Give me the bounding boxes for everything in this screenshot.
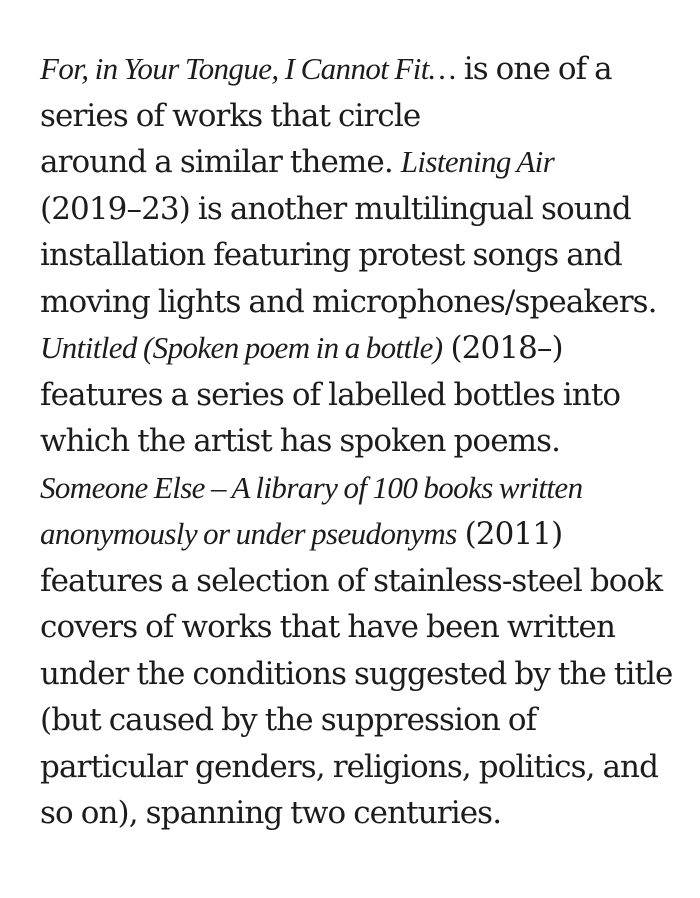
text-run: moving lights and microphones/speakers. bbox=[40, 283, 657, 320]
text-line-3 bbox=[40, 139, 680, 186]
text-line-4 bbox=[40, 186, 680, 233]
text-line-2 bbox=[40, 93, 680, 140]
text-line-8 bbox=[40, 372, 680, 419]
text-run: (but caused by the suppression of bbox=[40, 702, 537, 738]
text-run: under the conditions suggested by the title bbox=[40, 655, 673, 692]
text-line-6 bbox=[40, 279, 680, 326]
text-run: installation featuring protest songs and bbox=[40, 237, 622, 273]
text-run: is one of a bbox=[455, 51, 612, 87]
text-line-14 bbox=[40, 651, 680, 698]
text-run: around a similar theme. bbox=[40, 144, 401, 180]
work-title-for-in-your-tongue: For, in Your Tongue, I Cannot Fit… bbox=[40, 51, 456, 86]
text-line-5 bbox=[40, 232, 680, 279]
text-line-16 bbox=[40, 744, 680, 791]
text-line-13 bbox=[40, 604, 680, 651]
text-line-1 bbox=[40, 46, 680, 93]
text-run: so on), spanning two centuries. bbox=[40, 795, 502, 831]
text-run: (2018–) bbox=[442, 330, 563, 366]
work-title-someone-else-cont: anonymously or under pseudonyms bbox=[40, 516, 457, 551]
text-run: features a series of labelled bottles into bbox=[40, 376, 621, 413]
text-line-9 bbox=[40, 418, 680, 465]
text-run: covers of works that have been written bbox=[40, 609, 616, 645]
text-run: particular genders, religions, politics, and bbox=[40, 748, 659, 785]
work-title-listening-air: Listening Air bbox=[400, 144, 555, 179]
text-run: features a selection of stainless-steel book bbox=[40, 562, 663, 599]
work-title-untitled-spoken-poem: Untitled (Spoken poem in a bottle) bbox=[40, 330, 443, 365]
text-line-15 bbox=[40, 697, 680, 744]
text-line-11 bbox=[40, 511, 680, 558]
work-title-someone-else: Someone Else – A library of 100 books written bbox=[40, 469, 583, 505]
text-line-10 bbox=[40, 465, 680, 512]
text-run: (2019–23) is another multilingual sound bbox=[40, 190, 631, 227]
text-line-17 bbox=[40, 790, 680, 837]
text-run: series of works that circle bbox=[40, 97, 421, 134]
text-run: (2011) bbox=[456, 516, 563, 552]
text-line-7 bbox=[40, 325, 680, 372]
body-paragraph bbox=[40, 46, 680, 837]
text-line-12 bbox=[40, 558, 680, 605]
text-run: which the artist has spoken poems. bbox=[40, 423, 561, 459]
